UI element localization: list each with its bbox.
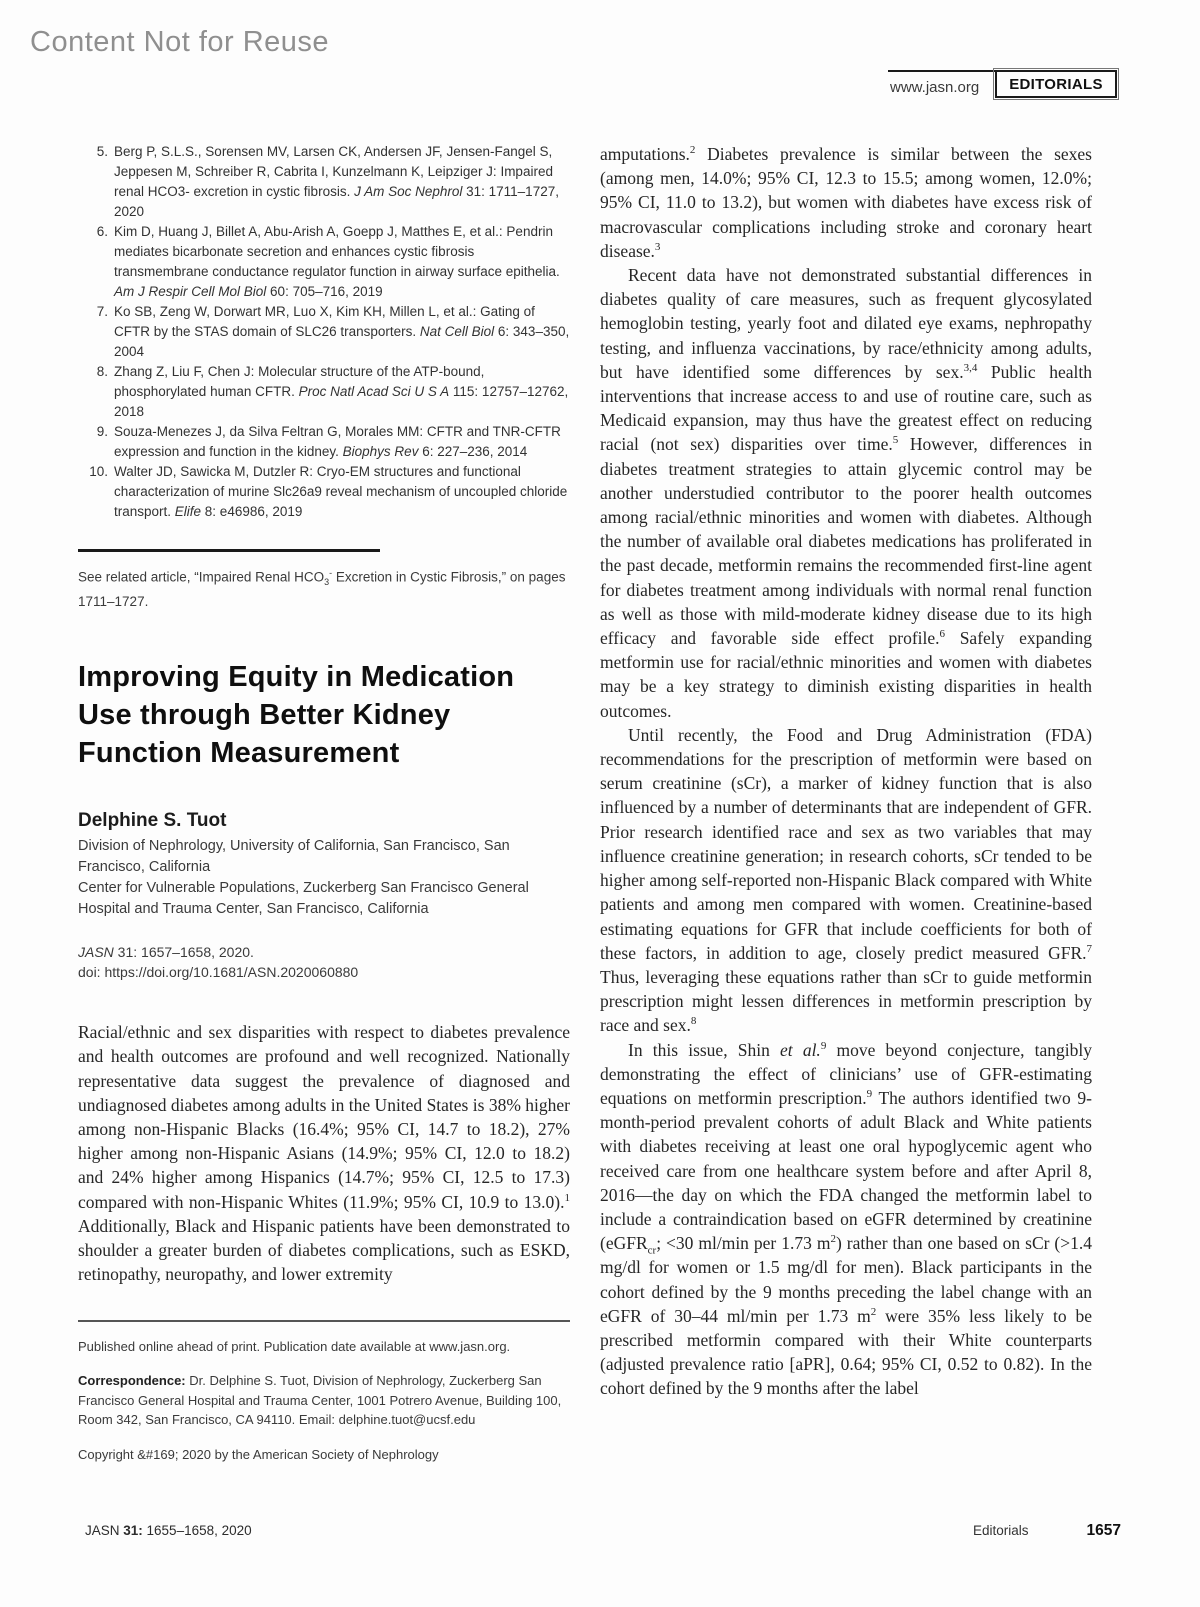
reference-item-9 [78,422,570,462]
reference-text: Walter JD, Sawicka M, Dutzler R: Cryo-EM structures and functional characterization of murine Slc26a9 reveal mechanism of uncoupled chloride transport. Elife 8: e46986, 2019 [114,464,568,519]
divider-rule [78,549,380,552]
author-name: Delphine S. Tuot [78,810,227,832]
reference-item-5 [78,142,570,222]
article-title-line-3: Function Measurement [78,737,400,770]
reference-text: Ko SB, Zeng W, Dorwart MR, Luo X, Kim KH, Millen L, et al.: Gating of CFTR by the STAS domain of SLC26 transporters. Nat Cell Biol 6: 343–350, 2004 [114,304,570,359]
lead-paragraph: Racial/ethnic and sex disparities with respect to diabetes prevalence and health outcomes are profound and well recognized. Nationally representative data suggest the prevalence of diagnosed and undiagnosed diabetes among adults in the United States is 38% higher among non-Hispanic Blacks (16.4%; 95% CI, 14.7 to 18.2), 27% higher among non-Hispanic Asians (14.9%; 95% CI, 12.0 to 18.2) and 24% higher among Hispanics (14.7%; 95% CI, 12.5 to 17.3) compared with non-Hispanic Whites (11.9%; 95% CI, 10.9 to 13.0).$^1$ Additionally, Black and Hispanic patients have been demonstrated to shoulder a greater burden of diabetes complications, such as ESKD, retinopathy, neuropathy, and lower extremity [78,1022,570,1285]
reference-text: Souza-Menezes J, da Silva Feltran G, Morales MM: CFTR and TNR-CFTR expression and function in the kidney. Biophys Rev 6: 227–236, 2014 [114,424,561,459]
copyright-note: Copyright &#169; 2020 by the American Society of Nephrology [78,1446,439,1462]
body-paragraph-1: amputations.$^2$ Diabetes prevalence is similar between the sexes (among men, 14.0%; 95% CI, 12.3 to 15.5; among women, 12.0%; 95% CI, 11.0 to 13.2), but women with diabetes have excess risk of macrovascular complications including stroke and coronary heart disease.$^3$ [600,144,1092,261]
body-paragraph-2: Recent data have not demonstrated substantial differences in diabetes quality of care measures, such as frequent glycosylated hemoglobin testing, yearly foot and dilated eye exams, nephropathy testing, and influenza vaccinations, by race/ethnicity among adults, but have identified some differences by sex.$^{3,4}$ Public health interventions that increase access to and use of routine care, such as Medicaid expansion, may thus have the greatest effect on reducing racial (not sex) disparities over time.$^5$ However, differences in diabetes treatment strategies to attain glycemic control may be another understudied contributor to the poorer health outcomes among racial/ethnic minorities and women with diabetes. Although the number of available oral diabetes medications has proliferated in the past decade, metformin remains the recommended first-line agent for diabetes treatment among individuals with normal renal function as well as those with mild-moderate kidney disease due to its high efficacy and favorable side effect profile.$^6$ Safely expanding metformin use for racial/ethnic minorities and women with diabetes may be a key strategy to diminish existing disparities in health outcomes. [600,265,1092,721]
reference-number: 9. [96,424,108,439]
reference-text: Zhang Z, Liu F, Chen J: Molecular structure of the ATP-bound, phosphorylated human CFTR. Proc Natl Acad Sci U S A 115: 12757–12762, 2018 [114,364,569,419]
right-column [600,142,1092,1401]
reference-item-7 [78,302,570,362]
reference-number: 10. [89,464,108,479]
page-footer [85,1522,1121,1540]
article-title [78,658,570,772]
related-article-note: See related article, “Impaired Renal $HCO_3^-$ Excretion in Cystic Fibrosis,” on pages 1711–1727. [78,568,566,610]
affiliation-2: Center for Vulnerable Populations, Zuckerberg San Francisco General Hospital and Trauma Center, San Francisco, California [78,880,529,918]
section-badge: EDITORIALS [995,70,1117,98]
published-note: Published online ahead of print. Publication date available at www.jasn.org. [78,1338,511,1354]
watermark-text: Content Not for Reuse [30,26,330,58]
footer-issue-citation: JASN 31: 1655–1658, 2020 [85,1523,252,1538]
footer-section-label: Editorials [972,1523,1029,1538]
journal-citation: JASN 31: 1657–1658, 2020. [78,944,254,961]
footnote-rule [78,1320,570,1322]
reference-text: Berg P, S.L.S., Sorensen MV, Larsen CK, Andersen JF, Jensen-Fangel S, Jeppesen M, Schreiber R, Cabrita I, Kunzelmann K, Leipziger J: Impaired renal HCO3- excretion in cystic fibrosis. J Am Soc Nephrol 31: 1711–1727, 2020 [114,144,559,219]
left-column [78,142,570,1464]
reference-number: 6. [96,224,108,239]
journal-url-link[interactable]: www.jasn.org [888,70,995,98]
article-title-line-1: Improving Equity in Medication [78,661,515,694]
page-header [888,70,1117,98]
reference-item-10 [78,462,570,522]
affiliation-1: Division of Nephrology, University of California, San Francisco, San Francisco, California [78,838,510,876]
reference-text: Kim D, Huang J, Billet A, Abu-Arish A, Goepp J, Matthes E, et al.: Pendrin mediates bicarbonate secretion and enhances cystic fibrosis transmembrane conductance regulator function in airway surface epithelia. Am J Respir Cell Mol Biol 60: 705–716, 2019 [114,224,560,299]
correspondence-note: Correspondence: Dr. Delphine S. Tuot, Division of Nephrology, Zuckerberg San Francisco General Hospital and Trauma Center, 1001 Potrero Avenue, Building 100, Room 342, San Francisco, CA 94110. Email: delphine.tuot@ucsf.edu [78,1373,562,1428]
affiliations [78,836,570,920]
article-title-line-2: Use through Better Kidney [78,699,451,732]
body-paragraph-4: In this issue, Shin et al.$^9$ move beyond conjecture, tangibly demonstrating the effect of clinicians’ use of GFR-estimating equations on metformin prescription.$^9$ The authors identified two 9-month-period prevalent cohorts of adult Black and White patients with diabetes receiving at least one oral hypoglycemic agent who received care from one healthcare system before and after April 8, 2016—the day on which the FDA changed the metformin label to include a contraindication based on eGFR determined by creatinine (eGFR$_{cr}$; <30 ml/min per 1.73 $m^2$) rather than one based on sCr (>1.4 mg/dl for women or 1.5 mg/dl for men). Black participants in the cohort defined by the 9 months preceding the label change with an eGFR of 30–44 ml/min per 1.73 $m^2$ were 35% less likely to be prescribed metformin compared with their White counterparts (adjusted prevalence ratio [aPR], 0.64; 95% CI, 0.52 to 0.82). In the cohort defined by the 9 months after the label [600,1039,1092,1399]
reference-number: 7. [96,304,108,319]
body-paragraph-3: Until recently, the Food and Drug Administration (FDA) recommendations for the prescription of metformin were based on serum creatinine (sCr), a marker of kidney function that is also influenced by a number of determinants that are independent of GFR. Prior research identified race and sex as two variables that may influence creatinine generation; in research cohorts, sCr tended to be higher among self-reported non-Hispanic Black compared with White patients and among men compared with women. Creatinine-based estimating equations for GFR that include coefficients for both of these factors, in addition to age, closely predict measured GFR.$^7$ Thus, leveraging these equations rather than sCr to guide metformin prescription might lessen differences in metformin prescription by race and sex.$^8$ [600,724,1092,1036]
footer-page-number: 1657 [1086,1522,1121,1539]
footer-right [973,1522,1121,1540]
reference-number: 5. [96,144,108,159]
reference-item-6 [78,222,570,302]
reference-list [78,142,570,522]
reference-item-8 [78,362,570,422]
reference-number: 8. [96,364,108,379]
doi-link[interactable]: doi: https://doi.org/10.1681/ASN.2020060880 [78,964,359,981]
